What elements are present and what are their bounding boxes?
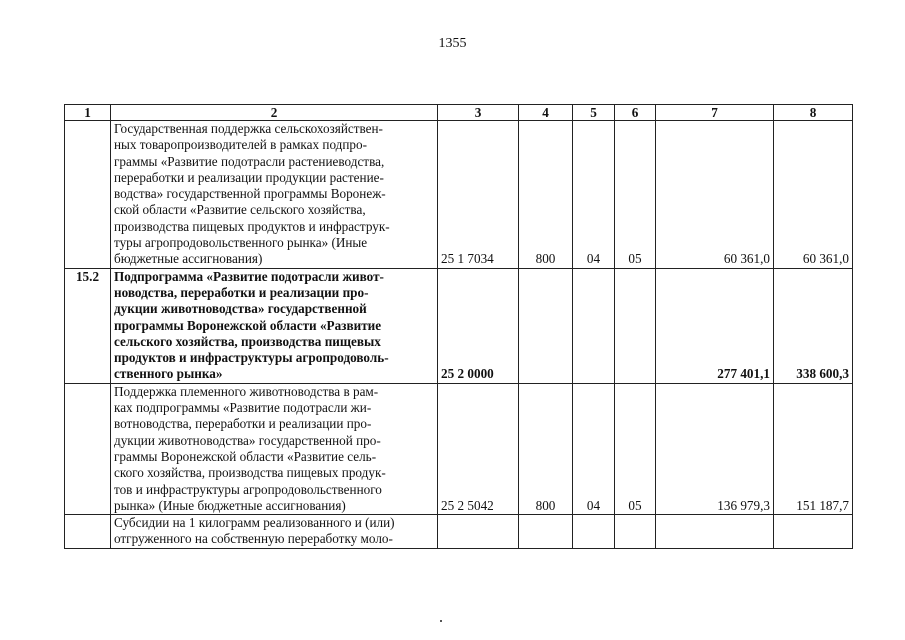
column-header: 1 (65, 105, 111, 121)
row-amount-col7 (656, 515, 774, 549)
row-description: Государственная поддержка сельскохозяйствен- ных товаропроизводителей в рамках подпро- граммы «Развитие подотрасли растениеводства, переработки и реализации продукции растение- водства» государственной программы Воронеж- ской области «Развитие сельского хозяйства, производства пищевых продуктов и инфраструк- туры агропродовольственного рынка» (Иные бюджетные ассигнования) (114, 121, 390, 267)
row-amount-col8: 60 361,0 (774, 121, 853, 269)
table-row (65, 515, 853, 549)
column-header: 6 (615, 105, 656, 121)
table-row (65, 383, 853, 514)
budget-table (64, 104, 853, 549)
row-amount-col7: 136 979,3 (656, 383, 774, 514)
column-header: 7 (656, 105, 774, 121)
row-code: 25 1 7034 (438, 121, 519, 269)
row-amount-col8 (774, 515, 853, 549)
column-header: 2 (111, 105, 438, 121)
row-code: 25 2 5042 (438, 383, 519, 514)
page-number: 1355 (438, 36, 467, 51)
table-row (65, 268, 853, 383)
row-col4: 800 (519, 383, 573, 514)
table-row (65, 121, 853, 269)
column-header: 8 (774, 105, 853, 121)
row-col6 (615, 268, 656, 383)
row-amount-col8: 151 187,7 (774, 383, 853, 514)
row-amount-col8: 338 600,3 (774, 268, 853, 383)
row-col5 (573, 515, 615, 549)
row-number: 15.2 (65, 268, 111, 383)
column-header: 3 (438, 105, 519, 121)
row-col6: 05 (615, 383, 656, 514)
row-col5 (573, 268, 615, 383)
row-description: Субсидии на 1 килограмм реализованного и (или) отгруженного на собственную переработку моло- (114, 515, 395, 547)
row-col4 (519, 268, 573, 383)
column-header: 4 (519, 105, 573, 121)
row-number (65, 515, 111, 549)
row-col4 (519, 515, 573, 549)
column-header: 5 (573, 105, 615, 121)
table-header-row (65, 105, 853, 121)
row-description: Поддержка племенного животноводства в рам- ках подпрограммы «Развитие подотрасли жи- вотноводства, переработки и реализации про- дукции животноводства» государственной про- граммы Воронежской области «Развитие сель- ского хозяйства, производства пищевых продук- тов и инфраструктуры агропродовольственного рынка» (Иные бюджетные ассигнования) (114, 383, 386, 513)
row-description: Подпрограмма «Развитие подотрасли живот- новодства, переработки и реализации про- дукции животноводства» государственной программы Воронежской области «Развитие сельского хозяйства, производства пищевых продуктов и инфраструктуры агропродоволь- ственного рынка» (114, 268, 389, 382)
row-code (438, 515, 519, 549)
row-col5: 04 (573, 383, 615, 514)
row-amount-col7: 60 361,0 (656, 121, 774, 269)
row-amount-col7: 277 401,1 (656, 268, 774, 383)
row-number (65, 121, 111, 269)
row-col6 (615, 515, 656, 549)
scan-speck (440, 620, 442, 622)
row-col4: 800 (519, 121, 573, 269)
row-number (65, 383, 111, 514)
row-col5: 04 (573, 121, 615, 269)
row-code: 25 2 0000 (438, 268, 519, 383)
row-col6: 05 (615, 121, 656, 269)
